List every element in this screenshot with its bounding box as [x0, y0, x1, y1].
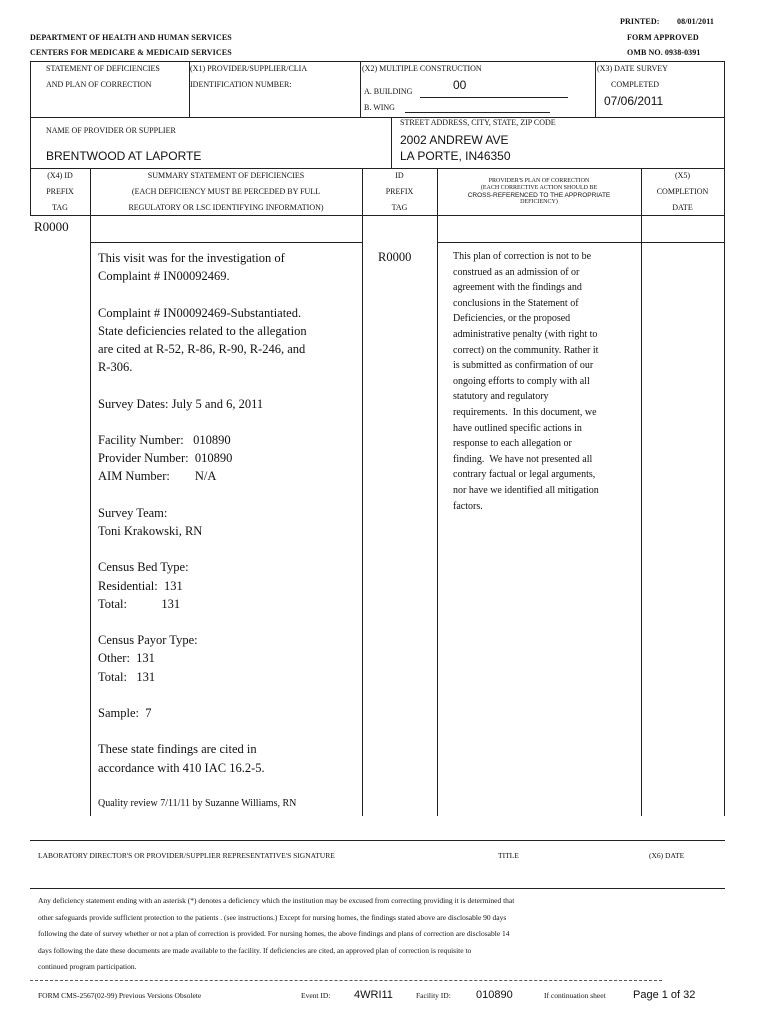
event-id-value: 4WRI11	[354, 989, 393, 1001]
summary-head-3: REGULATORY OR LSC IDENTIFYING INFORMATION)	[128, 203, 324, 212]
summary-line: This visit was for the investigation of	[98, 251, 285, 265]
vline-col-summary	[362, 168, 363, 816]
wing-label: B. WING	[364, 103, 395, 112]
printed-date: 08/01/2011	[677, 17, 715, 26]
survey-completed-date: 07/06/2011	[604, 94, 664, 108]
poc-line: factors.	[453, 500, 483, 512]
right-tag: R0000	[378, 250, 412, 264]
quality-review: Quality review 7/11/11 by Suzanne Williams, RN	[98, 798, 297, 809]
summary-line: Residential: 131	[98, 578, 183, 593]
rule-body	[30, 215, 725, 216]
summary-line: Total: 131	[98, 669, 156, 684]
summary-line: Census Bed Type:	[98, 560, 189, 575]
poc-line: response to each allegation or	[453, 438, 572, 450]
poc-line: is submitted as confirmation of our	[453, 360, 594, 372]
poc-line: statutory and regulatory	[453, 391, 549, 403]
event-id-label: Event ID:	[301, 991, 331, 1000]
vline-address	[391, 117, 392, 168]
summary-line	[98, 413, 307, 431]
poc-line: This plan of correction is not to be	[453, 251, 592, 262]
id-head-3: TAG	[391, 203, 408, 212]
summary-line: Survey Dates: July 5 and 6, 2011	[98, 396, 264, 411]
summary-line: Complaint # IN00092469-Substantiated.	[98, 305, 302, 320]
summary-line	[98, 285, 307, 303]
rule-top	[30, 61, 725, 62]
x5-head-1: (X5)	[674, 171, 691, 180]
poc-line: Deficiencies, or the proposed	[453, 313, 571, 325]
facility-id-label: Facility ID:	[416, 991, 451, 1000]
building-underline	[420, 97, 568, 98]
title-label: TITLE	[498, 851, 519, 860]
x3-label-2: COMPLETED	[611, 80, 659, 89]
summary-head-1: SUMMARY STATEMENT OF DEFICIENCIES	[147, 171, 305, 180]
summary-line: Toni Krakowski, RN	[98, 524, 203, 539]
poc-line: finding. We have not presented all	[453, 453, 593, 465]
x1-label-1: (X1) PROVIDER/SUPPLIER/CLIA	[190, 64, 308, 73]
building-label: A. BUILDING	[364, 87, 413, 96]
summary-line: Survey Team:	[98, 505, 168, 520]
poc-line: requirements. In this document, we	[453, 406, 597, 418]
disclaimer-line: Any deficiency statement ending with an asterisk (*) denotes a deficiency which the institution may be excused from correcting providing it is determined that	[38, 896, 515, 905]
summary-line	[98, 613, 307, 631]
rule-provider	[30, 117, 725, 118]
statement-label-1: STATEMENT OF DEFICIENCIES	[46, 64, 160, 73]
poc-line: administrative penalty (with right to	[453, 328, 598, 340]
vline-x3	[595, 61, 596, 117]
disclaimer-line: continued program participation.	[38, 962, 137, 971]
rule-poc-sub	[437, 242, 725, 243]
summary-line	[98, 540, 307, 558]
summary-line	[98, 376, 307, 394]
rule-disclaimer	[30, 888, 725, 889]
x5-head-3: DATE	[672, 203, 693, 212]
rule-colheads	[30, 168, 725, 169]
disclaimer-line: days following the date these documents are made available to the facility. If deficiencies are cited, an approved plan of correction is requisite to	[38, 945, 472, 955]
address-line2: LA PORTE, IN46350	[400, 149, 511, 163]
poc-line: ongoing efforts to comply with all	[453, 375, 590, 387]
poc-line: conclusions in the Statement of	[453, 297, 579, 309]
summary-line: These state findings are cited in	[98, 742, 257, 757]
left-tag: R0000	[34, 219, 69, 234]
vline-x2	[360, 61, 361, 117]
poc-head-1: PROVIDER'S PLAN OF CORRECTION	[488, 178, 590, 184]
summary-line: State deficiencies related to the allegation	[98, 323, 307, 338]
address-label: STREET ADDRESS, CITY, STATE, ZIP CODE	[400, 118, 556, 127]
page-number: Page 1 of 32	[633, 989, 696, 1001]
vline-right	[724, 61, 725, 816]
omb-number: OMB NO. 0938-0391	[627, 48, 701, 57]
vline-col-x4	[90, 168, 91, 816]
poc-line: construed as an admission of or	[453, 266, 580, 278]
wing-underline	[405, 112, 550, 113]
continuation-label: If continuation sheet	[544, 991, 606, 1000]
summary-line: Other: 131	[98, 651, 155, 666]
signature-label: LABORATORY DIRECTOR'S OR PROVIDER/SUPPLIER REPRESENTATIVE'S SIGNATURE	[38, 851, 335, 860]
id-head-1: ID	[395, 171, 404, 180]
poc-line: agreement with the findings and	[453, 282, 582, 294]
poc-line: correct) on the community. Rather it	[453, 344, 599, 356]
summary-head-2: (EACH DEFICIENCY MUST BE PERCEDED BY FULL	[131, 187, 321, 196]
disclaimer-text	[38, 893, 728, 976]
rule-summary-sub	[90, 242, 362, 243]
summary-line: Complaint # IN00092469.	[98, 269, 230, 284]
x3-label-1: (X3) DATE SURVEY	[597, 64, 668, 73]
address-line1: 2002 ANDREW AVE	[400, 133, 509, 147]
summary-text	[98, 249, 307, 777]
poc-head-3: CROSS-REFERENCED TO THE APPROPRIATE	[467, 192, 611, 199]
summary-line: Total: 131	[98, 596, 181, 611]
x5-head-2: COMPLETION	[656, 187, 709, 196]
building-value: 00	[453, 78, 467, 92]
summary-line: Census Payor Type:	[98, 633, 198, 648]
summary-line	[98, 486, 307, 504]
plan-of-correction-text	[453, 249, 677, 514]
disclaimer-line: following the date of survey whether or not a plan of correction is provided. For nursing homes, the above findings and plans of correction are disclosable 14	[38, 929, 510, 938]
printed-label: PRINTED:	[620, 17, 660, 26]
summary-line	[98, 722, 307, 740]
x4-head-3: TAG	[52, 203, 68, 212]
summary-line: Facility Number: 010890	[98, 433, 231, 448]
facility-id-value: 010890	[476, 989, 513, 1001]
x4-head-2: PREFIX	[46, 187, 74, 196]
poc-head-2: (EACH CORRECTIVE ACTION SHOULD BE	[480, 185, 598, 191]
summary-line: R-306.	[98, 360, 133, 375]
poc-line: have outlined specific actions in	[453, 422, 582, 434]
vline-col-id	[437, 168, 438, 816]
form-approved: FORM APPROVED	[627, 33, 699, 42]
poc-line: nor have we identified all mitigation	[453, 484, 599, 496]
poc-head-4: DEFICIENCY)	[520, 199, 558, 205]
summary-line: are cited at R-52, R-86, R-90, R-246, and	[98, 342, 306, 357]
x2-label: (X2) MULTIPLE CONSTRUCTION	[362, 64, 482, 73]
x6-date-label: (X6) DATE	[649, 851, 685, 860]
department-title: DEPARTMENT OF HEALTH AND HUMAN SERVICES	[30, 33, 232, 42]
summary-line: AIM Number: N/A	[98, 469, 217, 484]
poc-line: contrary factual or legal arguments,	[453, 469, 596, 481]
rule-footer	[30, 980, 662, 981]
x4-head-1: (X4) ID	[47, 171, 73, 180]
summary-line: Sample: 7	[98, 706, 152, 721]
centers-title: CENTERS FOR MEDICARE & MEDICAID SERVICES	[30, 48, 232, 57]
disclaimer-line: other safeguards provide sufficient protection to the patients . (see instructions.) Except for nursing homes, the findings stated above are disclosable 90 days	[38, 912, 507, 922]
summary-line: accordance with 410 IAC 16.2-5.	[98, 760, 265, 775]
provider-name-label: NAME OF PROVIDER OR SUPPLIER	[46, 126, 176, 135]
summary-line: Provider Number: 010890	[98, 451, 233, 466]
statement-label-2: AND PLAN OF CORRECTION	[46, 80, 152, 89]
x1-label-2: IDENTIFICATION NUMBER:	[190, 80, 292, 89]
id-head-2: PREFIX	[385, 187, 414, 196]
summary-line	[98, 686, 307, 704]
provider-name: BRENTWOOD AT LAPORTE	[46, 149, 202, 163]
form-number: FORM CMS-2567(02-99) Previous Versions Obsolete	[38, 991, 202, 1000]
rule-signature	[30, 840, 725, 841]
